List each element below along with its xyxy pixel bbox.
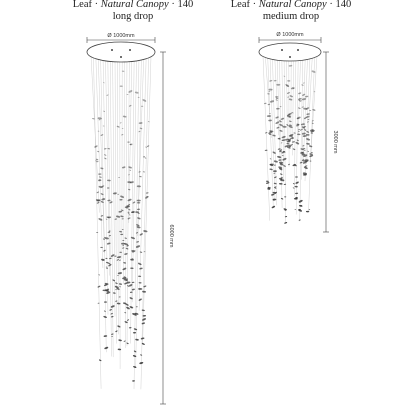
cable — [101, 56, 107, 352]
leaf — [107, 179, 111, 181]
leaf — [96, 232, 98, 233]
leaf — [285, 216, 288, 218]
leaf — [109, 309, 112, 311]
leaf — [115, 300, 118, 302]
leaf — [294, 186, 298, 188]
leaf — [117, 194, 119, 195]
leaf — [119, 283, 122, 285]
leaf — [132, 380, 135, 382]
leaf — [103, 82, 105, 83]
leaf — [280, 117, 284, 120]
leaf — [119, 252, 122, 253]
leaf — [137, 217, 141, 220]
leaf — [103, 315, 107, 318]
leaf — [267, 115, 271, 117]
leaf — [281, 135, 286, 138]
leaf — [106, 268, 108, 269]
left-height-label: 6000 mm — [168, 224, 174, 248]
leaf — [273, 172, 275, 174]
leaf — [98, 218, 103, 221]
leaf — [266, 181, 269, 183]
right-diameter-label: Ø 1000mm — [276, 32, 304, 38]
leaf — [275, 96, 278, 98]
leaf — [133, 332, 136, 334]
leaf — [117, 325, 121, 328]
left-canopy — [87, 42, 155, 62]
leaf — [131, 236, 136, 239]
leaf — [138, 276, 141, 278]
leaf — [275, 116, 279, 119]
leaf — [311, 133, 313, 134]
leaf — [132, 288, 135, 290]
leaf — [124, 253, 128, 255]
leaf — [129, 327, 132, 328]
leaf — [127, 212, 129, 213]
leaf — [134, 328, 138, 331]
leaf — [274, 182, 277, 184]
leaf — [302, 132, 306, 135]
leaf — [143, 156, 145, 158]
leaf — [118, 339, 122, 341]
leaf — [295, 181, 299, 184]
leaf — [111, 336, 113, 337]
cable — [309, 56, 315, 212]
leaf — [267, 93, 270, 94]
leaf — [272, 151, 276, 154]
leaf — [286, 124, 288, 125]
leaf — [138, 97, 140, 98]
leaf — [107, 187, 110, 188]
leaf — [132, 282, 135, 284]
leaf — [115, 289, 117, 291]
leaf — [99, 176, 102, 178]
leaf — [117, 256, 122, 259]
leaf — [140, 354, 142, 356]
leaf — [292, 148, 295, 150]
leaf — [107, 199, 111, 201]
leaf — [145, 146, 147, 148]
leaf — [96, 158, 99, 160]
leaf — [137, 200, 141, 202]
leaf — [104, 301, 107, 302]
leaf — [311, 70, 316, 73]
leaf — [142, 309, 145, 311]
leaf — [128, 90, 133, 93]
leaf — [146, 192, 149, 194]
leaf — [271, 194, 275, 196]
leaf — [282, 157, 287, 161]
right-canopy-screw — [281, 49, 283, 51]
leaf — [144, 251, 146, 252]
leaf — [122, 267, 127, 271]
leaf — [130, 267, 134, 269]
leaf — [106, 218, 108, 220]
leaf — [306, 211, 309, 213]
leaf — [100, 247, 103, 248]
leaf — [309, 145, 313, 148]
right-canopy-screw — [297, 49, 299, 51]
leaf — [105, 258, 107, 259]
leaf — [284, 196, 286, 197]
leaf — [143, 230, 148, 233]
left-canopy-screw — [111, 49, 113, 51]
leaf — [119, 296, 121, 297]
leaf — [276, 84, 280, 86]
leaf — [282, 139, 286, 141]
right-height-label: 3000 mm — [332, 130, 338, 154]
leaf — [114, 218, 117, 220]
leaf — [268, 120, 272, 122]
leaf — [299, 219, 301, 220]
leaf — [128, 212, 130, 214]
leaf — [269, 113, 271, 114]
leaf — [298, 92, 302, 95]
leaf — [288, 65, 292, 67]
cable — [115, 56, 117, 344]
leaf — [116, 259, 119, 261]
right-diagram — [259, 32, 338, 232]
left-canopy-screw — [129, 49, 131, 51]
leaf — [122, 240, 124, 241]
leaf — [98, 303, 100, 304]
leaf — [314, 91, 316, 92]
leaf — [136, 226, 140, 229]
leaf — [123, 115, 127, 117]
leaf — [142, 99, 147, 103]
leaf — [266, 182, 270, 185]
leaf — [137, 202, 140, 204]
leaf — [104, 157, 107, 159]
right-canopy — [259, 43, 321, 61]
leaf — [122, 166, 126, 169]
leaf — [274, 80, 277, 81]
leaf — [104, 154, 107, 156]
leaf — [136, 306, 138, 307]
leaf — [287, 92, 291, 95]
leaf — [135, 338, 139, 340]
cable — [300, 56, 303, 221]
leaf — [120, 85, 123, 86]
left-diameter-label: Ø 1000mm — [107, 33, 135, 39]
leaf — [276, 108, 280, 110]
leaf — [135, 91, 139, 94]
leaf — [138, 131, 140, 133]
leaf — [270, 163, 274, 165]
leaf — [134, 350, 137, 352]
leaf — [100, 215, 103, 217]
leaf — [296, 139, 299, 141]
leaf — [306, 131, 309, 133]
leaf — [127, 198, 132, 201]
leaf — [292, 141, 295, 143]
leaf — [142, 291, 146, 293]
leaf — [298, 107, 301, 109]
leaf — [295, 193, 298, 195]
leaf — [277, 156, 282, 159]
cable — [117, 56, 118, 334]
leaf — [300, 161, 303, 163]
leaf — [129, 306, 133, 309]
leaf — [139, 282, 142, 283]
leaf — [112, 279, 115, 282]
leaf — [284, 184, 287, 186]
leaf — [297, 133, 300, 135]
leaf — [117, 275, 119, 276]
leaf — [274, 160, 278, 163]
leaf — [294, 209, 296, 210]
cable — [110, 56, 113, 357]
left-canopy-screw — [120, 56, 122, 58]
cable — [113, 56, 115, 317]
leaf — [276, 97, 279, 99]
leaf — [136, 232, 139, 234]
leaf — [107, 148, 110, 150]
leaf — [301, 123, 305, 125]
right-subtitle: medium drop — [262, 11, 320, 22]
cable — [296, 56, 298, 215]
leaf — [147, 145, 150, 147]
leaf — [124, 237, 127, 239]
leaf — [127, 141, 130, 142]
leaf — [138, 262, 142, 265]
leaf — [293, 132, 295, 133]
leaf — [97, 285, 101, 288]
leaf — [268, 91, 270, 92]
leaf — [103, 335, 107, 337]
right-leaves — [264, 65, 316, 224]
cable — [124, 56, 125, 284]
left-subtitle: long drop — [112, 11, 154, 22]
leaf — [115, 330, 118, 332]
left-title-main: Leaf · Natural Canopy · 140 — [72, 0, 194, 10]
cable — [139, 56, 146, 311]
leaf — [118, 348, 122, 350]
cable — [143, 56, 151, 344]
leaf — [279, 183, 283, 185]
leaf — [121, 134, 123, 136]
leaf — [114, 256, 116, 257]
leaf — [143, 285, 147, 287]
leaf — [104, 148, 107, 150]
leaf — [302, 93, 306, 96]
leaf — [269, 168, 273, 170]
leaf — [295, 176, 298, 177]
leaf — [148, 121, 150, 122]
leaf — [126, 342, 129, 344]
leaf — [289, 95, 293, 98]
cable — [294, 56, 296, 197]
cable — [303, 56, 307, 164]
leaf — [139, 362, 143, 365]
leaf — [142, 315, 146, 317]
leaf — [268, 89, 272, 91]
leaf — [141, 106, 143, 107]
leaf — [136, 241, 139, 243]
leaf — [106, 267, 108, 268]
leaf — [279, 130, 283, 132]
leaf — [124, 321, 128, 324]
leaf — [139, 267, 143, 269]
leaf — [279, 161, 283, 163]
leaf — [305, 95, 309, 97]
leaf — [116, 125, 119, 127]
leaf — [137, 185, 141, 187]
leaf — [98, 131, 100, 132]
left-diagram — [87, 33, 174, 404]
leaf — [298, 199, 303, 203]
leaf — [265, 150, 268, 151]
leaf — [113, 292, 116, 294]
leaf — [137, 208, 140, 210]
cable — [293, 56, 294, 155]
leaf — [295, 141, 299, 144]
leaf — [124, 312, 126, 313]
leaf — [120, 234, 123, 235]
leaf — [264, 103, 267, 105]
leaf — [279, 123, 283, 126]
leaf — [122, 247, 125, 249]
leaf — [273, 170, 277, 172]
leaf — [289, 120, 292, 122]
leaf — [98, 173, 101, 175]
left-leaves — [92, 60, 150, 382]
leaf — [140, 251, 143, 253]
leaf — [118, 211, 122, 213]
leaf — [310, 161, 312, 162]
leaf — [139, 122, 143, 124]
right-title-main: Leaf · Natural Canopy · 140 — [230, 0, 352, 10]
leaf — [99, 359, 102, 361]
leaf — [138, 298, 142, 301]
leaf — [128, 209, 131, 211]
cable — [287, 56, 288, 148]
leaf — [287, 80, 290, 82]
leaf — [280, 173, 283, 175]
leaf — [133, 366, 137, 369]
leaf — [138, 288, 142, 290]
right-canopy-screw — [289, 56, 291, 58]
leaf — [280, 106, 282, 107]
cable — [279, 56, 282, 208]
